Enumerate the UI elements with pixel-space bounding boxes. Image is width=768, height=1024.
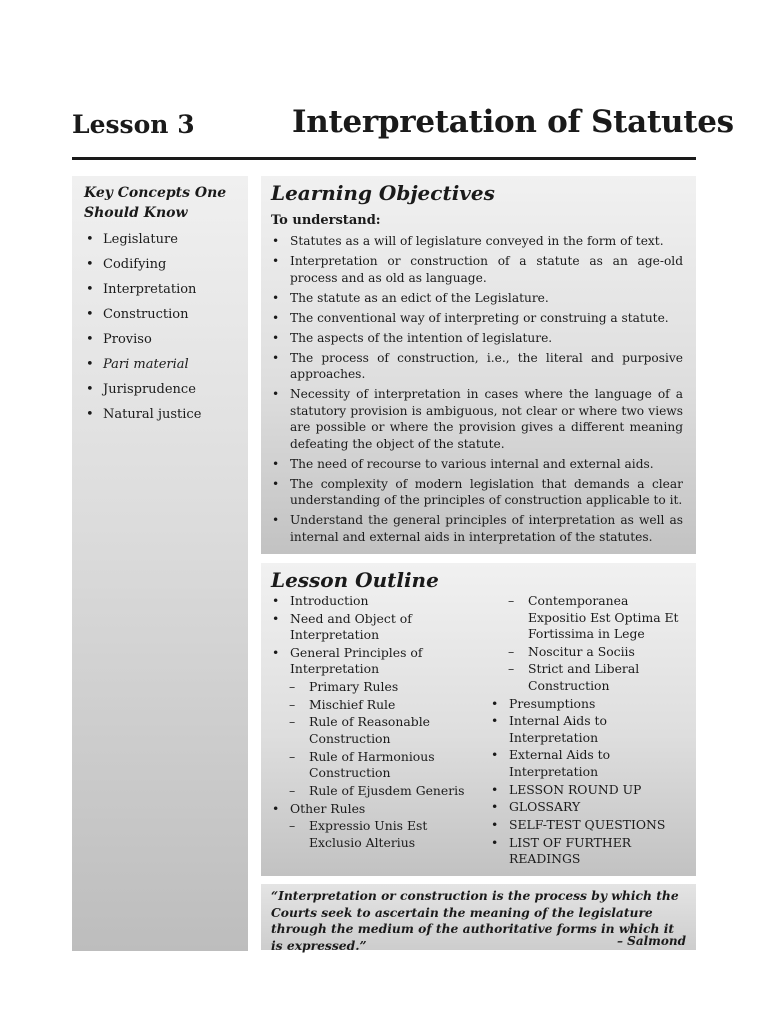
objective-item: • Understand the general principles of interpretation as well as internal and external aids in interpretation of the statutes. bbox=[271, 512, 683, 545]
objective-item: • Necessity of interpretation in cases where the language of a statutory provision is ambiguous, not clear or where two views are possible or where the provision gives a different meaning defeating the object of the statute. bbox=[271, 386, 683, 452]
title-divider bbox=[72, 157, 696, 160]
key-concept-item: • Pari material bbox=[84, 356, 201, 381]
objective-item: • Statutes as a will of legislature conveyed in the form of text. bbox=[271, 233, 683, 250]
quote-text: “Interpretation or construction is the process by which the Courts seek to ascertain the meaning of the legislature through the medium of the authoritative forms in which it is expressed.” bbox=[271, 888, 679, 953]
learning-objectives-heading: Learning Objectives bbox=[271, 181, 495, 205]
outline-item: • Need and Object of Interpretation bbox=[271, 611, 476, 644]
outline-subitem: – Noscitur a Sociis bbox=[490, 644, 690, 661]
outline-item: • General Principles of Interpretation bbox=[271, 645, 476, 678]
outline-subitem: – Mischief Rule bbox=[271, 697, 476, 714]
objective-item: • The conventional way of interpreting or construing a statute. bbox=[271, 310, 683, 327]
objectives-intro: To understand: bbox=[271, 213, 381, 228]
quote-attribution: – Salmond bbox=[617, 934, 686, 948]
key-concept-item: • Jurisprudence bbox=[84, 381, 201, 406]
learning-objectives-panel bbox=[261, 176, 696, 554]
objective-item: • The aspects of the intention of legislature. bbox=[271, 330, 683, 347]
outline-item: • GLOSSARY bbox=[490, 799, 690, 816]
objective-item: • The complexity of modern legislation that demands a clear understanding of the principles of construction applicable to it. bbox=[271, 476, 683, 509]
objective-item: • The statute as an edict of the Legislature. bbox=[271, 290, 683, 307]
lesson-number: Lesson 3 bbox=[72, 110, 195, 139]
page-title: Interpretation of Statutes bbox=[292, 104, 734, 140]
lesson-outline-panel bbox=[261, 563, 696, 876]
objective-item: • The need of recourse to various internal and external aids. bbox=[271, 456, 683, 473]
outline-item: • LESSON ROUND UP bbox=[490, 782, 690, 799]
outline-subitem: – Rule of Harmonious Construction bbox=[271, 749, 476, 782]
key-concepts-list bbox=[84, 231, 201, 431]
key-concept-item: • Construction bbox=[84, 306, 201, 331]
key-concept-item: • Natural justice bbox=[84, 406, 201, 431]
outline-subitem: – Primary Rules bbox=[271, 679, 476, 696]
outline-item: • LIST OF FURTHER READINGS bbox=[490, 835, 690, 868]
outline-subitem: – Expressio Unis Est Exclusio Alterius bbox=[271, 818, 476, 851]
objective-item: • The process of construction, i.e., the literal and purposive approaches. bbox=[271, 350, 683, 383]
key-concept-item: • Codifying bbox=[84, 256, 201, 281]
outline-right-column bbox=[490, 593, 690, 869]
outline-item: • External Aids to Interpretation bbox=[490, 747, 690, 780]
key-concept-item: • Legislature bbox=[84, 231, 201, 256]
key-concepts-heading: Key Concepts One Should Know bbox=[84, 185, 227, 221]
outline-item: • Presumptions bbox=[490, 696, 690, 713]
key-concept-item: • Interpretation bbox=[84, 281, 201, 306]
quote-panel bbox=[261, 884, 696, 953]
outline-subitem: – Rule of Reasonable Construction bbox=[271, 714, 476, 747]
outline-left-column bbox=[271, 593, 476, 852]
key-concept-item: • Proviso bbox=[84, 331, 201, 356]
objective-item: • Interpretation or construction of a statute as an age-old process and as old as language. bbox=[271, 253, 683, 286]
key-concepts-sidebar bbox=[72, 176, 248, 951]
outline-item: • SELF-TEST QUESTIONS bbox=[490, 817, 690, 834]
lesson-outline-heading: Lesson Outline bbox=[271, 568, 439, 592]
outline-subitem: – Rule of Ejusdem Generis bbox=[271, 783, 476, 800]
objectives-list bbox=[271, 233, 683, 549]
outline-item: • Introduction bbox=[271, 593, 476, 610]
outline-item: • Other Rules bbox=[271, 801, 476, 818]
outline-subitem: – Strict and Liberal Construction bbox=[490, 661, 690, 694]
outline-subitem: – Contemporanea Expositio Est Optima Et Fortissima in Lege bbox=[490, 593, 690, 643]
outline-item: • Internal Aids to Interpretation bbox=[490, 713, 690, 746]
